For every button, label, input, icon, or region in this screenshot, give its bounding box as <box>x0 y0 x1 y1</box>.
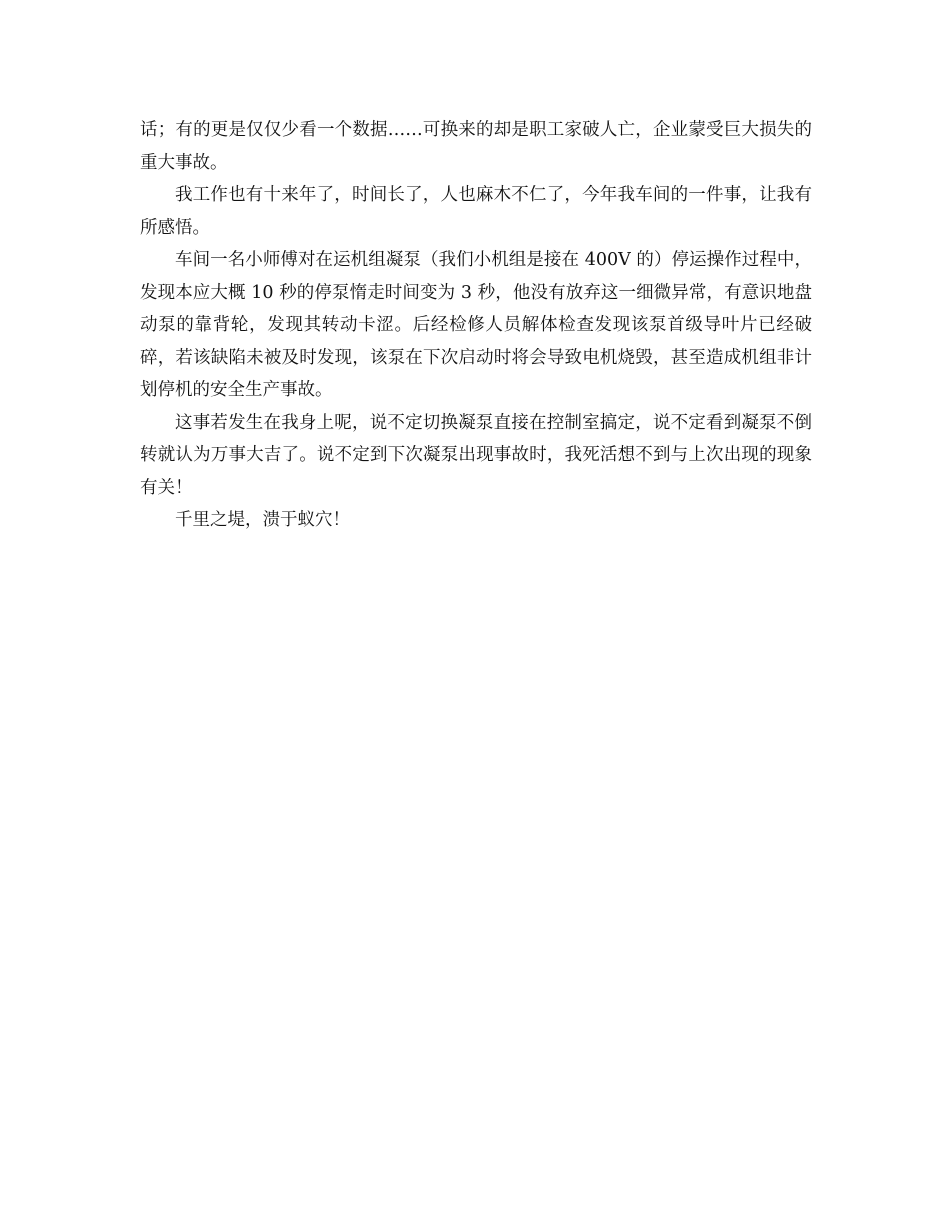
paragraph-workshop-incident: 车间一名小师傅对在运机组凝泵（我们小机组是接在 400V 的）停运操作过程中，发现本应大概 10 秒的停泵惰走时间变为 3 秒，他没有放弃这一细微异常，有意识地盘动泵的靠背轮，发现其转动卡涩。后经检修人员解体检查发现该泵首级导叶片已经破碎，若该缺陷未被及时发现，该泵在下次启动时将会导致电机烧毁，甚至造成机组非计划停机的安全生产事故。 <box>140 250 812 400</box>
paragraph-proverb: 千里之堤，溃于蚁穴！ <box>175 510 350 530</box>
paragraph-continued: 话；有的更是仅仅少看一个数据……可换来的却是职工家破人亡，企业蒙受巨大损失的重大事故。 <box>140 120 812 173</box>
paragraph-reflection: 这事若发生在我身上呢，说不定切换凝泵直接在控制室搞定，说不定看到凝泵不倒转就认为万事大吉了。说不定到下次凝泵出现事故时，我死活想不到与上次出现的现象有关！ <box>140 412 812 498</box>
paragraph-personal-experience: 我工作也有十来年了，时间长了，人也麻木不仁了，今年我车间的一件事，让我有所感悟。 <box>140 185 812 238</box>
document-body <box>140 114 812 537</box>
